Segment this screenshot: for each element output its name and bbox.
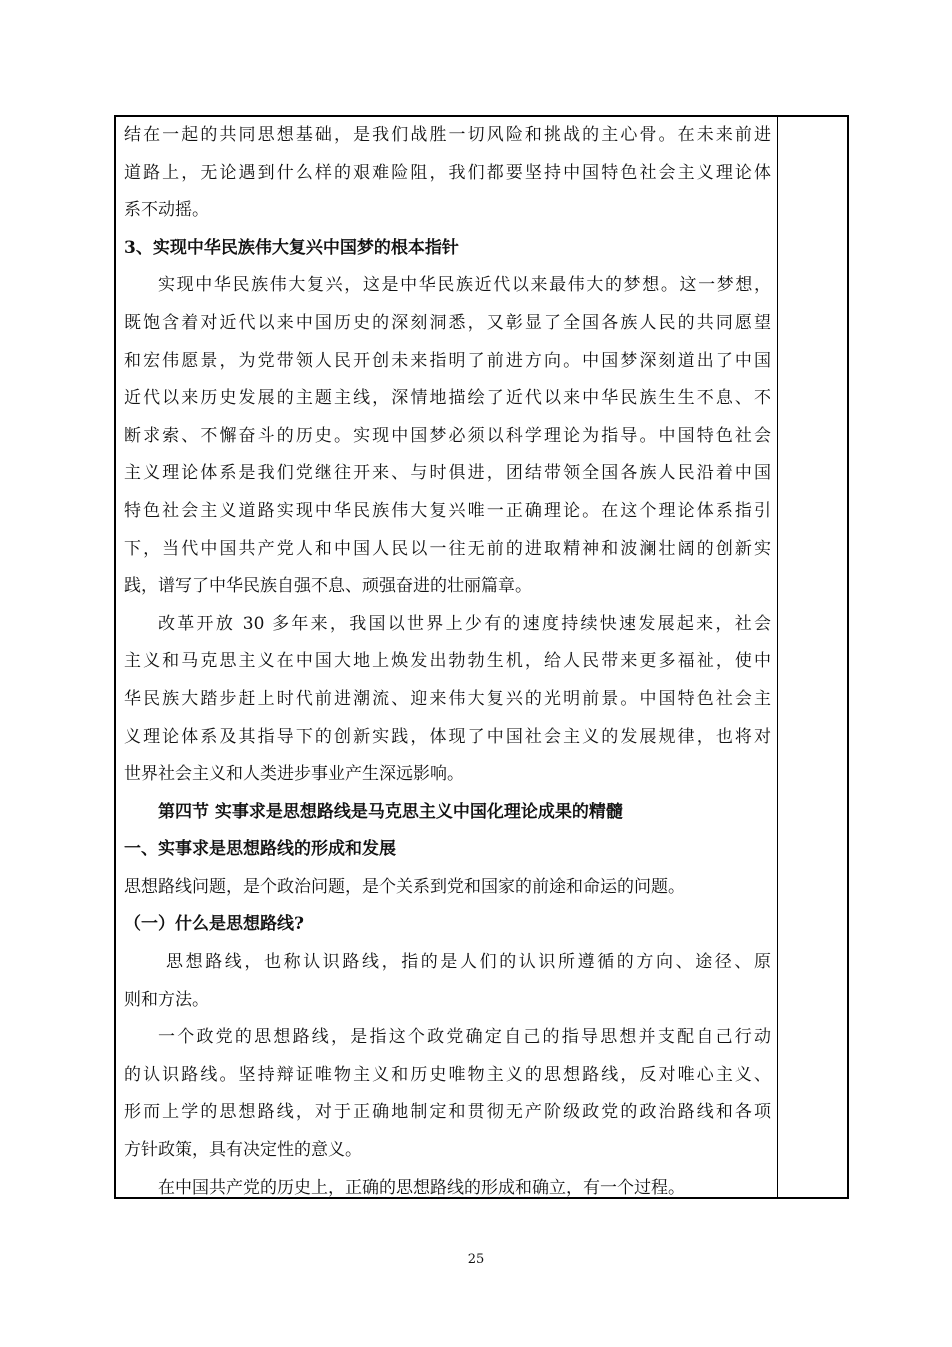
text-line: 则和方法。 xyxy=(124,989,209,1010)
text-line: 下，当代中国共产党人和中国人民以一往无前的进取精神和波澜壮阔的创新实 xyxy=(124,538,771,559)
text-line: 思想路线，也称认识路线，指的是人们的认识所遵循的方向、途径、原 xyxy=(166,952,771,973)
text-line: 特色社会主义道路实现中华民族伟大复兴唯一正确理论。在这个理论体系指引 xyxy=(124,500,771,521)
text-line: 系不动摇。 xyxy=(124,200,209,221)
text-line: 既饱含着对近代以来中国历史的深刻洞悉，又彰显了全国各族人民的共同愿望 xyxy=(124,312,771,333)
text-line: 的认识路线。坚持辩证唯物主义和历史唯物主义的思想路线，反对唯心主义、 xyxy=(124,1064,771,1085)
text-line: 世界社会主义和人类进步事业产生深远影响。 xyxy=(124,764,464,785)
content-table xyxy=(114,115,849,1199)
text-line: 实现中华民族伟大复兴，这是中华民族近代以来最伟大的梦想。这一梦想， xyxy=(158,275,771,296)
text-line: 一个政党的思想路线，是指这个政党确定自己的指导思想并支配自己行动 xyxy=(158,1027,771,1048)
subsection-heading: 一、实事求是思想路线的形成和发展 xyxy=(124,839,396,860)
text-line: 华民族大踏步赶上时代前进潮流、迎来伟大复兴的光明前景。中国特色社会主 xyxy=(124,688,771,709)
question-heading: （一）什么是思想路线? xyxy=(124,914,304,935)
text-line: 结在一起的共同思想基础，是我们战胜一切风险和挑战的主心骨。在未来前进 xyxy=(124,125,771,145)
text-line: 主义和马克思主义在中国大地上焕发出勃勃生机，给人民带来更多福祉，使中 xyxy=(124,651,771,672)
text-line: 思想路线问题，是个政治问题，是个关系到党和国家的前途和命运的问题。 xyxy=(124,876,685,897)
text-line: 践，谱写了中华民族自强不息、顽强奋进的壮丽篇章。 xyxy=(124,576,532,597)
notes-cell xyxy=(778,117,847,1197)
text-line: 主义理论体系是我们党继往开来、与时俱进，团结带领全国各族人民沿着中国 xyxy=(124,463,771,484)
section-heading-3: 3、实现中华民族伟大复兴中国梦的根本指针 xyxy=(124,237,459,258)
text-line: 道路上，无论遇到什么样的艰难险阻，我们都要坚持中国特色社会主义理论体 xyxy=(124,162,771,183)
text-line: 方针政策，具有决定性的意义。 xyxy=(124,1140,362,1161)
text-line: 义理论体系及其指导下的创新实践，体现了中国社会主义的发展规律，也将对 xyxy=(124,726,771,747)
text-line: 和宏伟愿景，为党带领人民开创未来指明了前进方向。中国梦深刻道出了中国 xyxy=(124,350,771,371)
text-cell xyxy=(116,117,778,1197)
text-line: 形而上学的思想路线，对于正确地制定和贯彻无产阶级政党的政治路线和各项 xyxy=(124,1102,771,1123)
page-number: 25 xyxy=(467,1252,485,1267)
text-line: 断求索、不懈奋斗的历史。实现中国梦必须以科学理论为指导。中国特色社会 xyxy=(124,425,771,446)
text-line: 在中国共产党的历史上，正确的思想路线的形成和确立，有一个过程。 xyxy=(158,1177,685,1198)
text-line: 近代以来历史发展的主题主线，深情地描绘了近代以来中华民族生生不息、不 xyxy=(124,388,771,409)
text-line: 改革开放 30 多年来，我国以世界上少有的速度持续快速发展起来，社会 xyxy=(158,613,771,634)
section-title: 第四节 实事求是思想路线是马克思主义中国化理论成果的精髓 xyxy=(158,801,623,822)
